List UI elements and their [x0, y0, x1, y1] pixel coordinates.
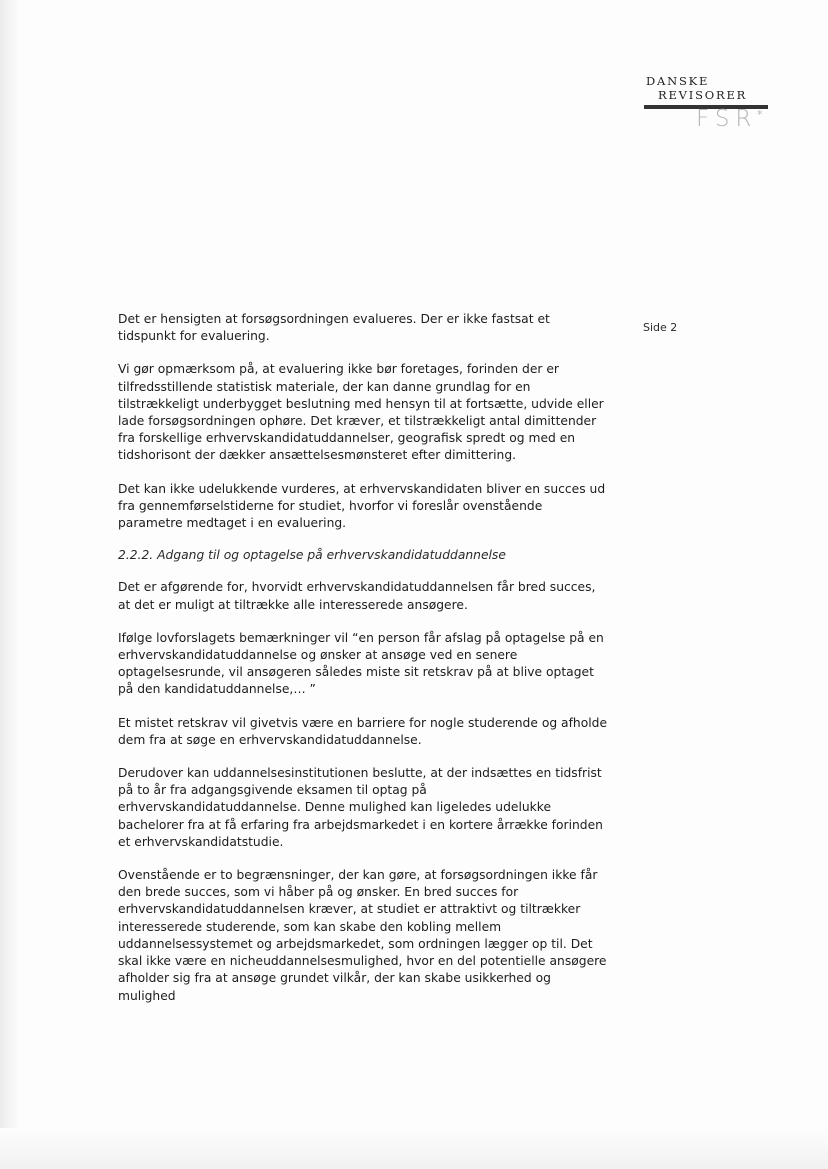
- danske-revisorer-logo: [640, 70, 770, 140]
- paragraph: Derudover kan uddannelsesinstitutionen beslutte, at der indsættes en tidsfrist på to år fra adgangsgivende eksamen til optag på erhvervskandidatuddannelse. Denne mulighed kan ligeledes udelukke bachelorer fra at få erfaring fra arbejdsmarkedet i en kortere årrække forinden et erhvervskandidatstudie.: [118, 766, 603, 849]
- document-body: [118, 311, 610, 1005]
- paragraph: Det kan ikke udelukkende vurderes, at erhvervskandidaten bliver en succes ud fra gennemførselstiderne for studiet, hvorfor vi foreslår ovenstående parametre medtaget i en evaluering.: [118, 481, 606, 531]
- logo-text-revisorer: REVISORER: [658, 88, 748, 102]
- scan-edge-bottom: [0, 1128, 828, 1169]
- paragraph: Et mistet retskrav vil givetvis være en barriere for nogle studerende og afholde dem fra at søge en erhvervskandidatuddannelse.: [118, 715, 608, 747]
- section-heading: 2.2.2. Adgang til og optagelse på erhvervskandidatuddannelse: [118, 548, 506, 563]
- scan-edge-left: [0, 0, 18, 1169]
- logo-mark-fsr: FSR: [696, 106, 758, 132]
- paragraph: Det er afgørende for, hvorvidt erhvervskandidatuddannelsen får bred succes, at det er muligt at tiltrække alle interesserede ansøgere.: [118, 580, 596, 612]
- page-number: Side 2: [643, 321, 678, 334]
- logo-star: *: [757, 108, 763, 121]
- logo-text-danske: DANSKE: [646, 74, 710, 88]
- paragraph: Det er hensigten at forsøgsordningen evalueres. Der er ikke fastsat et tidspunkt for evaluering.: [118, 312, 550, 344]
- paragraph: Ifølge lovforslagets bemærkninger vil “en person får afslag på optagelse på en erhvervskandidatuddannelse og ønsker at ansøge ved en senere optagelsesrunde, vil ansøgeren således miste sit retskrav på at blive optaget på den kandidatuddannelse,… ”: [118, 630, 604, 697]
- paragraph: Ovenstående er to begrænsninger, der kan gøre, at forsøgsordningen ikke får den brede succes, som vi håber på og ønsker. En bred succes for erhvervskandidatuddannelsen kræver, at studiet er attraktivt og tiltrækker interesserede studerende, som kan skabe den kobling mellem uddannelsessystemet og arbejdsmarkedet, som ordningen lægger op til. Det skal ikke være en nicheuddannelsesmulighed, hvor en del potentielle ansøgere afholder sig fra at ansøge grundet vilkår, der kan skabe usikkerhed og mulighed: [118, 868, 607, 1003]
- paragraph: Vi gør opmærksom på, at evaluering ikke bør foretages, forinden der er tilfredsstillende statistisk materiale, der kan danne grundlag for en tilstrækkeligt underbygget beslutning med hensyn til at fortsætte, udvide eller lade forsøgsordningen ophøre. Det kræver, et tilstrækkeligt antal dimittender fra forskellige erhvervskandidatuddannelser, geografisk spredt og med en tidshorisont der dækker ansættelsesmønsteret efter dimittering.: [118, 362, 604, 463]
